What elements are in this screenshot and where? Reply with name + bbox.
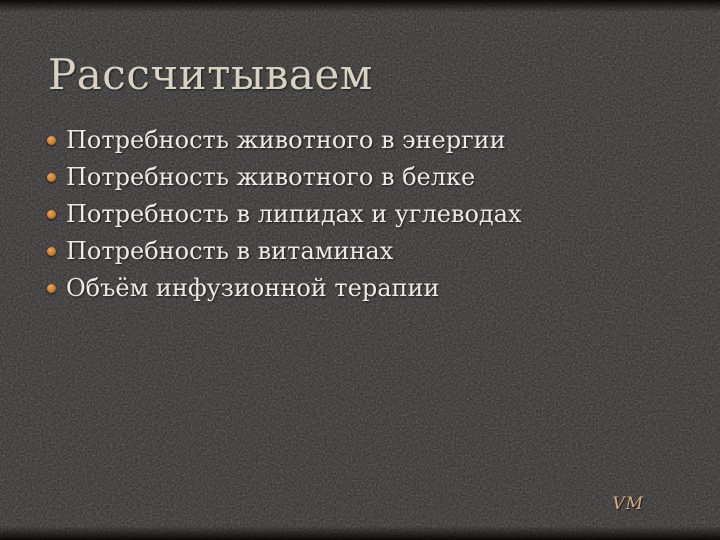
bullet-text: Потребность животного в белке bbox=[66, 163, 476, 191]
list-item bbox=[49, 128, 522, 153]
bullet-icon bbox=[47, 136, 56, 145]
bullet-icon bbox=[47, 247, 56, 256]
bullet-text: Потребность в липидах и углеводах bbox=[66, 200, 522, 228]
bullet-list bbox=[49, 128, 522, 313]
list-item bbox=[49, 276, 522, 301]
bullet-icon bbox=[47, 210, 56, 219]
bullet-icon bbox=[47, 284, 56, 293]
bullet-icon bbox=[47, 173, 56, 182]
author-watermark: VM bbox=[612, 494, 644, 514]
list-item bbox=[49, 202, 522, 227]
bullet-text: Потребность животного в энергии bbox=[66, 126, 506, 154]
list-item bbox=[49, 239, 522, 264]
bullet-text: Потребность в витаминах bbox=[66, 237, 394, 265]
slide-title: Рассчитываем bbox=[48, 50, 373, 99]
list-item bbox=[49, 165, 522, 190]
bullet-text: Объём инфузионной терапии bbox=[66, 274, 440, 302]
